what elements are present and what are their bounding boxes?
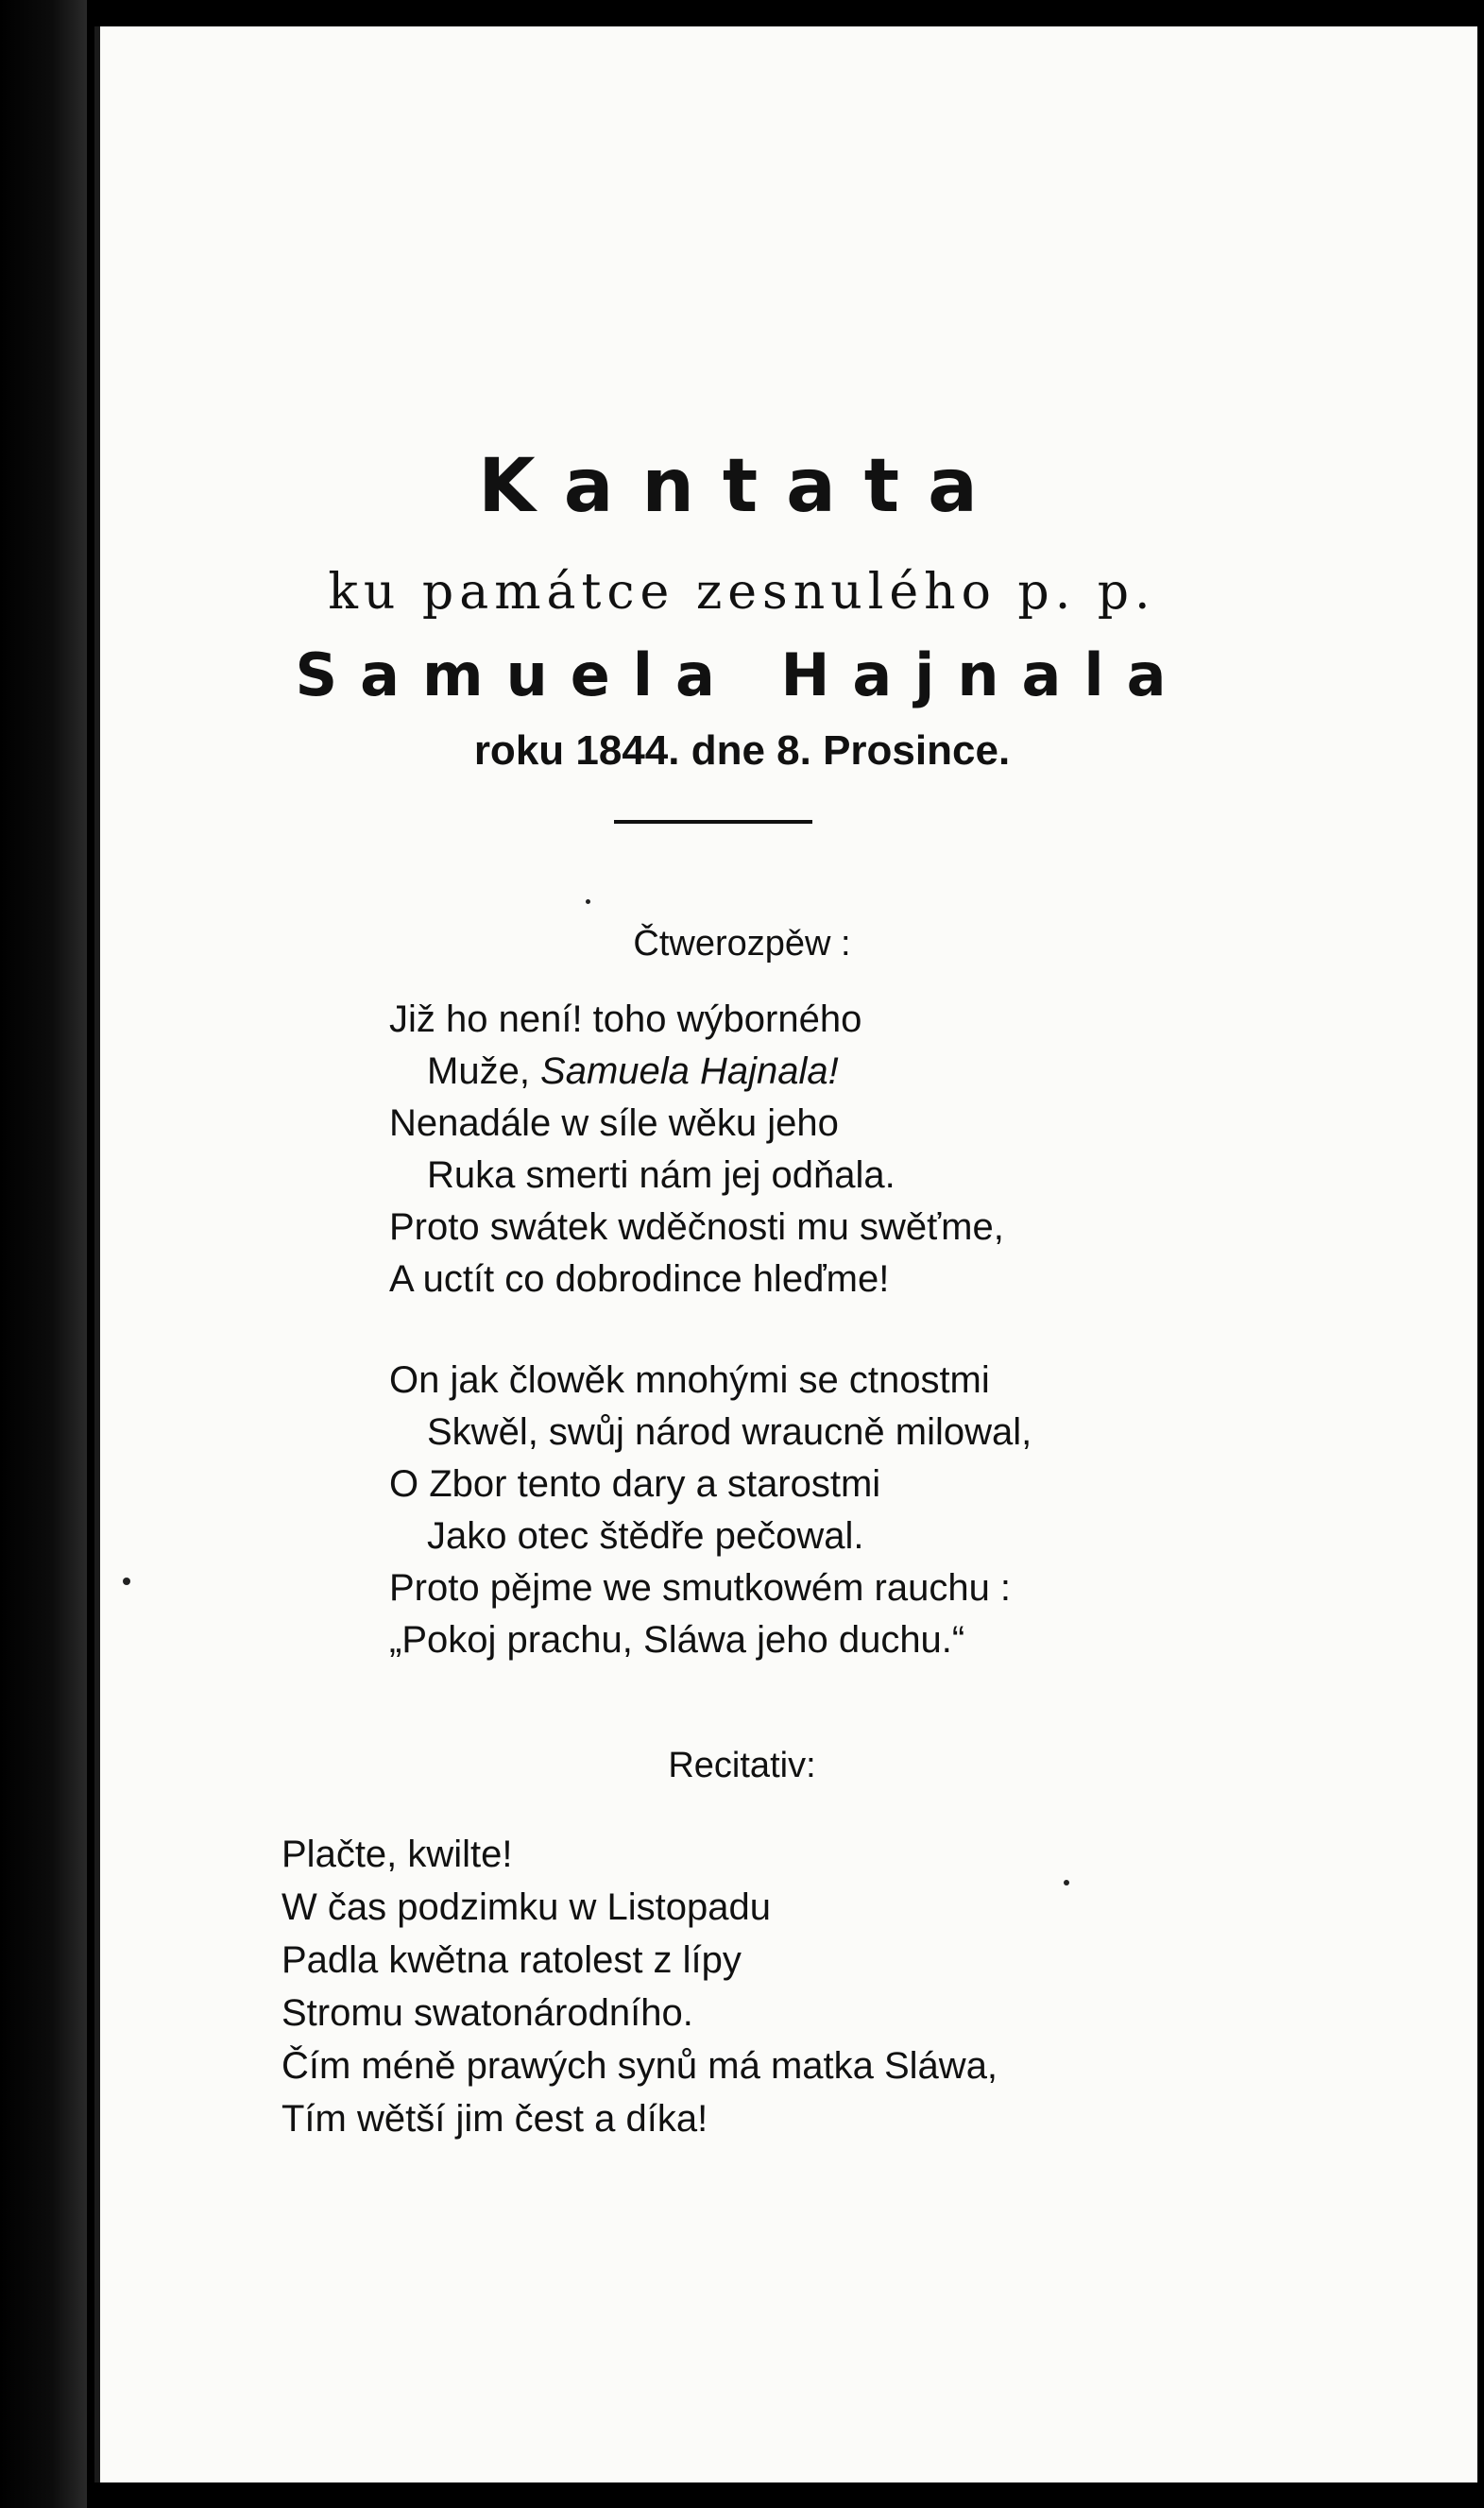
divider-rule xyxy=(614,820,812,824)
verse-line: Plačte, kwilte! xyxy=(281,1834,513,1875)
verse-line: Čím méně prawých synů má matka Sláwa, xyxy=(281,2045,998,2087)
verse-line xyxy=(389,1046,1004,1098)
recitative-heading: Recitativ: xyxy=(668,1746,816,1785)
verse-line: Jako otec štědře pečowal. xyxy=(427,1515,864,1557)
verse-line: Skwěl, swůj národ wraucně milowal, xyxy=(427,1411,1032,1453)
verse-line: Proto swátek wděčnosti mu swěťme, xyxy=(389,1206,1004,1248)
verse-line: Již ho není! toho wýborného xyxy=(389,998,862,1040)
date-line: roku 1844. dne 8. Prosince. xyxy=(473,727,1011,774)
cantata-subtitle: ku památce zesnulého p. p. xyxy=(328,564,1156,621)
verse-line: Stromu swatonárodního. xyxy=(281,1992,693,2034)
page-speck xyxy=(586,899,590,904)
page-speck xyxy=(123,1578,130,1585)
verse-line-italic: Samuela Hajnala! xyxy=(540,1050,839,1092)
book-spine-edge xyxy=(0,0,87,2508)
verse-line: Tím wětší jim čest a díka! xyxy=(281,2098,708,2140)
verse-line: Proto pějme we smutkowém rauchu : xyxy=(389,1567,1012,1609)
honoree-name: Samuela Hajnala xyxy=(295,640,1189,709)
page-speck xyxy=(1064,1880,1069,1885)
verse-line: Ruka smerti nám jej odňala. xyxy=(427,1154,896,1196)
verse-line: Padla kwětna ratolest z lípy xyxy=(281,1939,742,1981)
cantata-title: Kantata xyxy=(478,444,1006,529)
verse-line: A uctít co dobrodince hleďme! xyxy=(389,1258,890,1300)
recitative-text xyxy=(281,1828,998,2145)
stanza-1 xyxy=(389,994,1004,1305)
verse-line: O Zbor tento dary a starostmi xyxy=(389,1463,881,1505)
verse-line: On jak člowěk mnohými se ctnostmi xyxy=(389,1359,990,1401)
verse-line-start: Muže, xyxy=(427,1050,541,1092)
verse-line: W čas podzimku w Listopadu xyxy=(281,1886,772,1928)
quartet-heading: Čtwerozpěw : xyxy=(633,924,851,964)
verse-line: Nenadále w síle wěku jeho xyxy=(389,1102,839,1144)
verse-line: „Pokoj prachu, Sláwa jeho duchu.“ xyxy=(389,1619,965,1661)
stanza-2 xyxy=(389,1355,1032,1666)
